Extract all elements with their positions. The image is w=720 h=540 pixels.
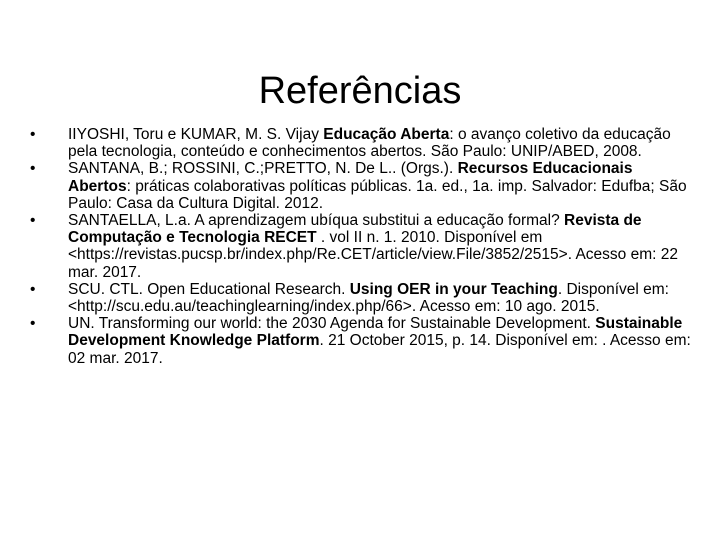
reference-text [68, 212, 678, 281]
reference-segment: . Disponível em: <http://scu.edu.au/teachinglearning/index.php/66>. Acesso em: 10 ago. 2015. [68, 280, 669, 316]
reference-item [30, 281, 692, 315]
reference-title: Sustainable Development Knowledge Platform [68, 315, 683, 350]
slide-title: Referências [258, 70, 462, 113]
reference-segment: SANTAELLA, L.a. A aprendizagem ubíqua substitui a educação formal? [68, 212, 565, 230]
bullet-icon: • [30, 212, 36, 230]
reference-text [68, 126, 671, 160]
reference-segment: SCU. CTL. Open Educational Research. [68, 280, 350, 298]
reference-segment: SANTANA, B.; ROSSINI, C.;PRETTO, N. De L.. (Orgs.). [68, 160, 458, 178]
bullet-icon: • [30, 315, 36, 333]
reference-segment: : práticas colaborativas políticas públicas. 1a. ed., 1a. imp. Salvador: Edufba; São Paulo: Casa da Cultura Digital. 2012. [68, 177, 687, 212]
reference-item [30, 315, 692, 367]
reference-text [68, 160, 687, 211]
reference-segment: : o avanço coletivo da educação pela tecnologia, conteúdo e conhecimentos abertos. São Paulo: UNIP/ABED, 2008. [68, 126, 671, 161]
reference-title: Educação Aberta [323, 126, 450, 143]
bullet-icon: • [30, 160, 36, 178]
reference-item [30, 160, 692, 212]
bullet-icon: • [30, 126, 36, 143]
reference-item [30, 212, 692, 281]
reference-list [30, 126, 692, 367]
reference-title: Recursos Educacionais Abertos [68, 160, 633, 195]
reference-segment: . 21 October 2015, p. 14. Disponível em: . Acesso em: 02 mar. 2017. [68, 332, 691, 367]
reference-title: Using OER in your Teaching [349, 280, 558, 298]
reference-segment: UN. Transforming our world: the 2030 Agenda for Sustainable Development. [68, 315, 596, 333]
reference-text [68, 281, 669, 315]
reference-item [30, 126, 692, 160]
reference-title: Revista de Computação e Tecnologia RECET [68, 212, 642, 247]
reference-text [68, 315, 691, 366]
reference-segment: . vol II n. 1. 2010. Disponível em <https://revistas.pucsp.br/index.php/Re.CET/article/view.File/3852/2515>. Acesso em: 22 mar. 2017. [68, 229, 678, 281]
reference-segment: IIYOSHI, Toru e KUMAR, M. S. Vijay [68, 126, 324, 143]
bullet-icon: • [30, 280, 36, 298]
